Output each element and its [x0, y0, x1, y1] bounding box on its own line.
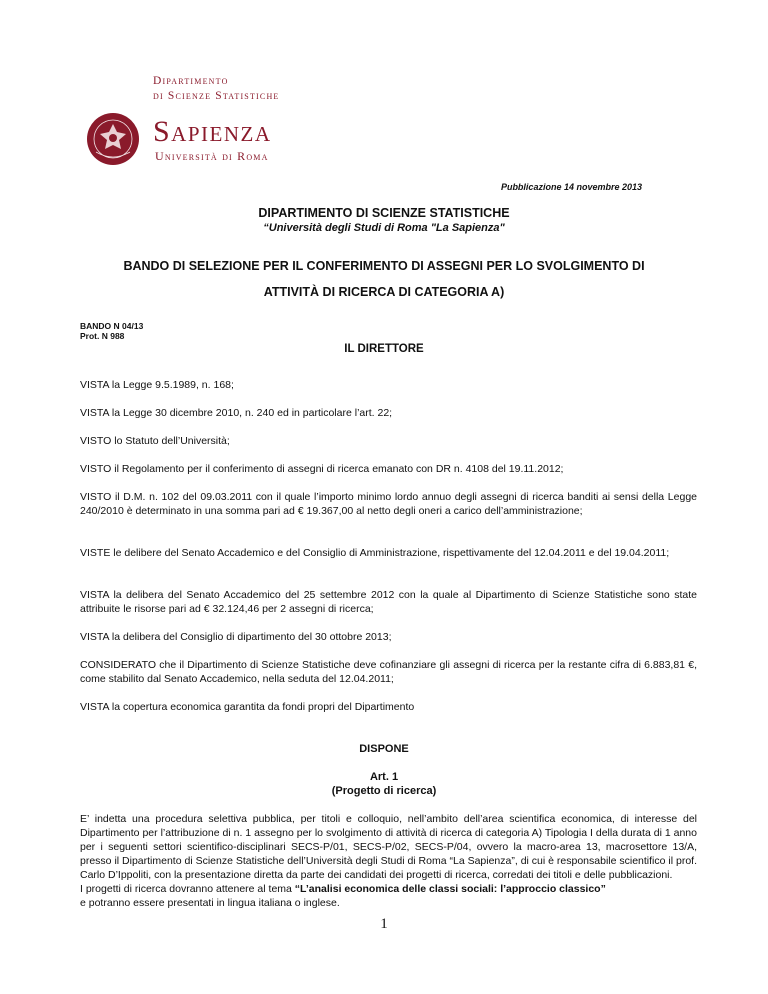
dispone-heading: DISPONE [359, 743, 409, 755]
director-heading: IL DIRETTORE [344, 343, 424, 355]
protocol-number: Prot. N 988 [80, 331, 125, 341]
article-language-note: e potranno essere presentati in lingua italiana o inglese. [80, 897, 340, 909]
paragraph: VISTE le delibere del Senato Accademico e del Consiglio di Amministrazione, rispettivamente del 12.04.2011 e del 19.04.2011; [80, 547, 670, 559]
paragraph: VISTA la Legge 9.5.1989, n. 168; [80, 379, 234, 391]
paragraph: VISTA la Legge 30 dicembre 2010, n. 240 ed in particolare l’art. 22; [80, 407, 393, 419]
bando-title-line-1: BANDO DI SELEZIONE PER IL CONFERIMENTO DI ASSEGNI PER LO SVOLGIMENTO DI [123, 259, 645, 273]
article-theme: “L’analisi economica delle classi sociali: l’approccio classico” [294, 883, 606, 895]
department-title: DIPARTIMENTO DI SCIENZE STATISTICHE [258, 206, 510, 220]
bando-number: BANDO N 04/13 [80, 321, 144, 331]
article-body [80, 812, 697, 910]
paragraph: VISTA la delibera del Consiglio di dipartimento del 30 ottobre 2013; [80, 631, 392, 643]
article-title: (Progetto di ricerca) [331, 785, 437, 797]
department-line-1: Dipartimento [153, 75, 229, 87]
paragraph: VISTO il Regolamento per il conferimento di assegni di ricerca emanato con DR n. 4108 del 19.11.2012; [80, 463, 564, 475]
brand-name: Sapienza [153, 115, 272, 148]
article-number: Art. 1 [369, 771, 399, 783]
department-header [153, 74, 280, 104]
sapienza-seal-logo [86, 112, 140, 166]
article-paragraph: E’ indetta una procedura selettiva pubblica, per titoli e colloquio, nell’ambito dell’area scientifica economica, di interesse del Dipartimento per l’attribuzione di n. 1 assegno per lo svolgimento di attività di ricerca di categoria A) Tipologia I della durata di 1 anno per i seguenti settori scientifico-disciplinari SECS-P/01, SECS-P/02, SECS-P/04, ovvero la macro-area 13, macrosettore 13/A, presso il Dipartimento di Scienze Statistiche dell’Università degli Studi di Roma “La Sapienza”, di cui è responsabile scientifico il prof. Carlo D’Ippoliti, con la presentazione diretta da parte dei candidati dei progetti di ricerca, corredati dei titoli e delle pubblicazioni. [80, 813, 697, 881]
publication-date: Pubblicazione 14 novembre 2013 [500, 182, 642, 192]
paragraph: VISTO lo Statuto dell’Università; [80, 435, 230, 447]
paragraph: VISTA la delibera del Senato Accademico del 25 settembre 2012 con la quale al Dipartimento di Scienze Statistiche sono state attribuite le risorse pari ad € 32.124,46 per 2 assegni di ricerca; [80, 589, 697, 615]
title-block [0, 206, 768, 235]
paragraph: VISTA la copertura economica garantita da fondi propri del Dipartimento [80, 701, 415, 713]
university-subtitle: “Università degli Studi di Roma "La Sapienza" [263, 222, 505, 234]
department-line-2: di Scienze Statistiche [153, 90, 280, 102]
bando-reference [80, 321, 143, 341]
brand-subtitle: Università di Roma [155, 149, 269, 163]
paragraph: VISTO il D.M. n. 102 del 09.03.2011 con il quale l’importo minimo lordo annuo degli assegni di ricerca banditi ai sensi della Legge 240/2010 è determinato in una somma pari ad € 19.367,00 al netto degli oneri a carico dell’amministrazione; [80, 491, 697, 517]
page-number: 1 [380, 916, 388, 932]
bando-title-line-2: ATTIVITÀ DI RICERCA DI CATEGORIA A) [263, 285, 505, 299]
bando-title [60, 253, 708, 305]
article-theme-line: I progetti di ricerca dovranno attenere al tema “L’analisi economica delle classi sociali: l’approccio classico” [80, 883, 606, 895]
paragraph: CONSIDERATO che il Dipartimento di Scienze Statistiche deve cofinanziare gli assegni di ricerca per la restante cifra di 6.883,81 €, come stabilito dal Senato Accademico, nella seduta del 12.04.2011; [80, 659, 697, 685]
